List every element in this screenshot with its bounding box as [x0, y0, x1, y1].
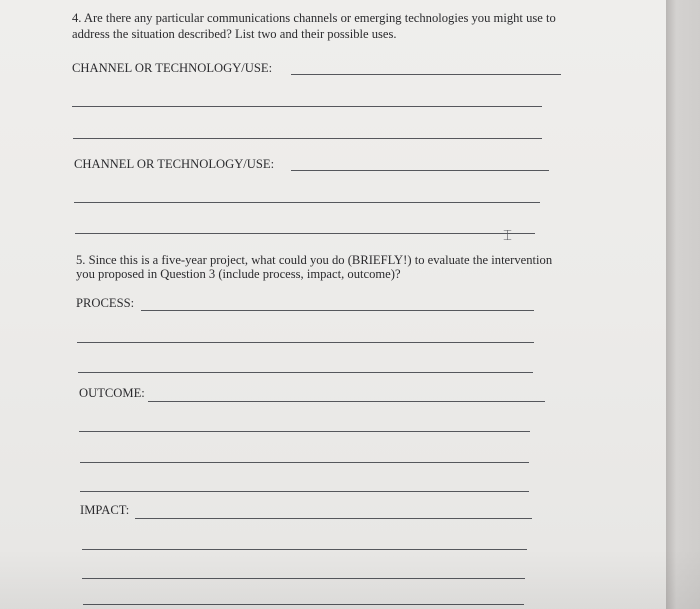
question-4-text-cont: address the situation described? List two and their possible uses.: [72, 27, 397, 41]
question-5-text: 5. Since this is a five-year project, what could you do (BRIEFLY!) to evaluate the intervention: [76, 253, 553, 267]
answer-line[interactable]: [74, 202, 540, 203]
answer-line-channel-1[interactable]: [291, 74, 561, 75]
answer-line-process[interactable]: [141, 310, 534, 311]
answer-line[interactable]: [79, 431, 530, 432]
outcome-label: OUTCOME:: [79, 386, 145, 400]
answer-line[interactable]: [77, 342, 534, 343]
answer-line[interactable]: [80, 462, 529, 463]
answer-line[interactable]: [82, 578, 525, 579]
answer-line-outcome[interactable]: [148, 401, 545, 402]
answer-line[interactable]: [80, 491, 529, 492]
process-label: PROCESS:: [76, 296, 135, 310]
impact-label: IMPACT:: [80, 503, 130, 517]
text-cursor-icon: ⌶: [503, 226, 513, 244]
question-4-text: 4. Are there any particular communications channels or emerging technologies you might use to: [72, 11, 556, 25]
answer-line-channel-2[interactable]: [291, 170, 549, 171]
answer-line[interactable]: [73, 138, 542, 139]
answer-line[interactable]: [75, 233, 535, 234]
answer-line-impact[interactable]: [135, 518, 532, 519]
answer-line[interactable]: [78, 372, 533, 373]
question-5-text-cont: you proposed in Question 3 (include process, impact, outcome)?: [76, 267, 401, 281]
channel-label-2: CHANNEL OR TECHNOLOGY/USE:: [74, 157, 275, 171]
answer-line[interactable]: [82, 549, 527, 550]
channel-label-1: CHANNEL OR TECHNOLOGY/USE:: [72, 61, 273, 75]
page-edge: [666, 0, 700, 609]
answer-line[interactable]: [83, 604, 524, 605]
answer-line[interactable]: [72, 106, 542, 107]
